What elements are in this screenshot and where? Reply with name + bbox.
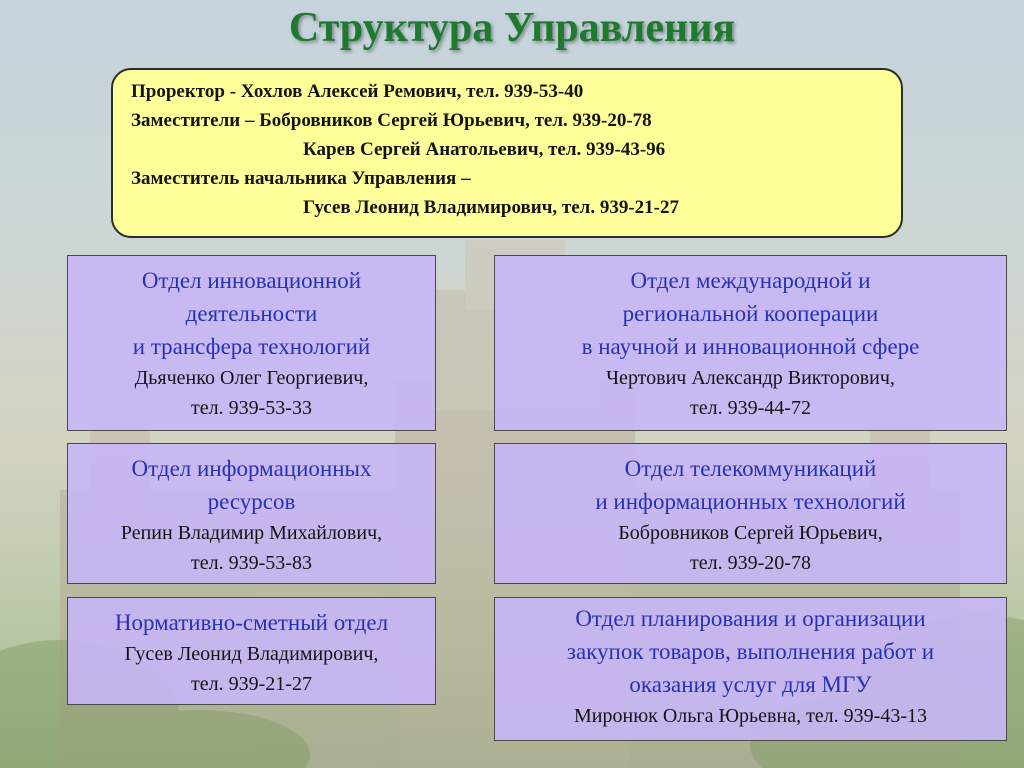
department-heading bbox=[68, 264, 435, 363]
heading-line: Отдел инновационной bbox=[141, 268, 362, 293]
heading-line: закупок товаров, выполнения работ и bbox=[566, 639, 935, 664]
department-head: Миронюк Ольга Юрьевна, тел. 939-43-13 bbox=[574, 705, 927, 727]
department-international bbox=[494, 255, 1007, 431]
department-phone: тел. 939-53-33 bbox=[191, 397, 312, 419]
prorector-line: Проректор - Хохлов Алексей Ремович, тел. 939-53-40 bbox=[131, 81, 584, 102]
department-heading bbox=[495, 602, 1006, 701]
department-head: Бобровников Сергей Юрьевич, bbox=[618, 522, 883, 544]
heading-line: Отдел телекоммуникаций bbox=[624, 456, 877, 481]
department-procurement bbox=[494, 597, 1007, 741]
department-head: Чертович Александр Викторович, bbox=[606, 367, 895, 389]
department-phone: тел. 939-53-83 bbox=[191, 552, 312, 574]
department-heading bbox=[68, 606, 435, 639]
heading-line: в научной и инновационной сфере bbox=[581, 334, 920, 359]
department-innovation bbox=[67, 255, 436, 431]
department-heading bbox=[495, 264, 1006, 363]
deputy-line: Карев Сергей Анатольевич, тел. 939-43-96 bbox=[303, 139, 666, 160]
heading-line: Нормативно-сметный отдел bbox=[114, 610, 389, 635]
heading-line: ресурсов bbox=[207, 489, 296, 514]
department-head: Дьяченко Олег Георгиевич, bbox=[134, 367, 369, 389]
heading-line: региональной кооперации bbox=[622, 301, 879, 326]
department-head: Репин Владимир Михайлович, bbox=[120, 522, 383, 544]
department-phone: тел. 939-21-27 bbox=[191, 673, 312, 695]
department-telecommunications bbox=[494, 443, 1007, 584]
heading-line: и информационных технологий bbox=[595, 489, 906, 514]
heading-line: и трансфера технологий bbox=[132, 334, 371, 359]
deputy-head-line: Гусев Леонид Владимирович, тел. 939-21-27 bbox=[303, 197, 679, 218]
department-heading bbox=[495, 452, 1006, 518]
department-phone: тел. 939-20-78 bbox=[690, 552, 811, 574]
leadership-box bbox=[111, 68, 903, 238]
heading-line: оказания услуг для МГУ bbox=[629, 672, 872, 697]
department-normative-estimate bbox=[67, 597, 436, 705]
deputies-line: Заместители – Бобровников Сергей Юрьевич, тел. 939-20-78 bbox=[131, 110, 652, 131]
heading-line: Отдел международной и bbox=[630, 268, 871, 293]
department-heading bbox=[68, 452, 435, 518]
heading-line: Отдел планирования и организации bbox=[575, 606, 926, 631]
department-phone: тел. 939-44-72 bbox=[690, 397, 811, 419]
deputy-head-label: Заместитель начальника Управления – bbox=[131, 168, 471, 189]
department-information-resources bbox=[67, 443, 436, 584]
heading-line: деятельности bbox=[185, 301, 318, 326]
heading-line: Отдел информационных bbox=[131, 456, 372, 481]
page-title: Структура Управления bbox=[288, 5, 736, 51]
department-head: Гусев Леонид Владимирович, bbox=[124, 643, 379, 665]
